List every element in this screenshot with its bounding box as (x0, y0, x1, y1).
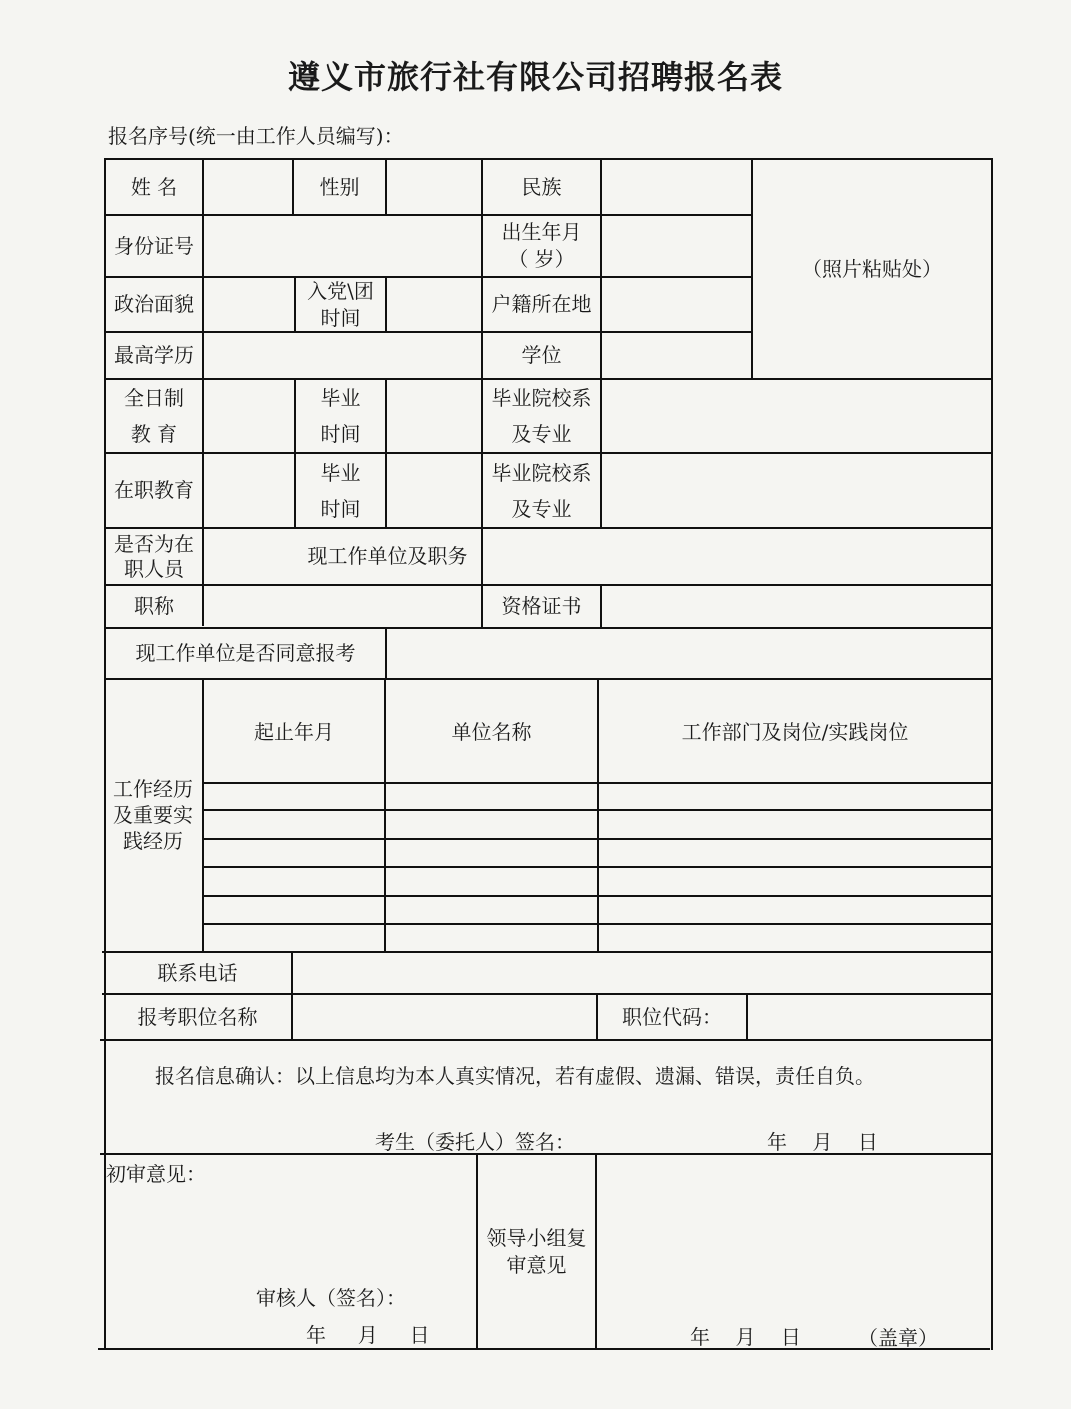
photo-placeholder: （照片粘贴处） (802, 256, 942, 281)
professional-title-field[interactable] (204, 586, 481, 627)
header-department-post: 工作部门及岗位/实践岗位 (681, 719, 909, 744)
row-divider (202, 838, 991, 840)
political-status-field[interactable] (204, 278, 294, 331)
label-is-employed: 是否为在 职人员 (114, 531, 194, 581)
label-name: 姓 名 (130, 174, 178, 199)
header-unit-name: 单位名称 (451, 719, 532, 744)
label-leader-review: 领导小组复 审意见 (486, 1226, 587, 1277)
label-id-number: 身份证号 (114, 233, 194, 258)
row-divider (202, 782, 991, 784)
inservice-school-major-field[interactable] (602, 454, 991, 527)
label-household-registration: 户籍所在地 (491, 292, 592, 316)
label-inservice-education: 在职教育 (114, 478, 194, 502)
label-birth-date: 出生年月 （ 岁） (501, 220, 582, 271)
is-employed-field[interactable] (204, 529, 294, 584)
row-divider (104, 678, 991, 680)
label-qualification-certificate: 资格证书 (501, 594, 582, 618)
name-field[interactable] (204, 160, 292, 214)
employer-consent-field[interactable] (387, 629, 991, 678)
ethnicity-field[interactable] (602, 160, 751, 214)
form-title: 遵义市旅行社有限公司招聘报名表 (287, 58, 783, 96)
label-employer-consent: 现工作单位是否同意报考 (135, 641, 356, 665)
label-initial-review: 初审意见： (106, 1162, 206, 1186)
label-ethnicity: 民族 (521, 174, 562, 199)
label-work-history: 工作经历 及重要实 践经历 (113, 777, 193, 853)
id-number-field[interactable] (204, 216, 481, 276)
label-reviewer-signature: 审核人（签名）： (256, 1286, 406, 1310)
inservice-education-field[interactable] (204, 454, 294, 527)
row-divider (202, 895, 991, 897)
label-graduation-time-2: 毕业 时间 (320, 460, 361, 521)
current-unit-field[interactable] (483, 529, 991, 584)
confirmation-statement: 报名信息确认：以上信息均为本人真实情况，若有虚假、遗漏、错误，责任自负。 (155, 1064, 875, 1088)
seal-label: （盖章） (858, 1326, 938, 1350)
row-divider (202, 809, 991, 811)
label-current-unit-position: 现工作单位及职务 (307, 544, 468, 568)
label-phone: 联系电话 (157, 960, 238, 985)
label-political-status: 政治面貌 (114, 292, 194, 316)
label-party-join-time: 入党\团 时间 (307, 278, 374, 330)
row-divider (202, 866, 991, 868)
label-gender: 性别 (319, 174, 360, 199)
label-fulltime-education: 全日制 教 育 (124, 386, 184, 446)
degree-field[interactable] (602, 333, 751, 378)
fulltime-grad-time-field[interactable] (387, 380, 481, 452)
row-divider (100, 1039, 991, 1041)
label-school-major-2: 毕业院校系 及专业 (491, 460, 592, 521)
final-review-date: 年 月 日 (690, 1325, 801, 1349)
label-school-major: 毕业院校系 及专业 (491, 386, 592, 446)
label-professional-title: 职称 (134, 594, 174, 618)
label-candidate-signature: 考生（委托人）签名： (375, 1130, 575, 1154)
position-name-field[interactable] (293, 995, 596, 1039)
label-highest-education: 最高学历 (114, 343, 194, 367)
label-graduation-time: 毕业 时间 (320, 386, 361, 446)
fulltime-school-major-field[interactable] (602, 380, 991, 452)
fulltime-education-field[interactable] (204, 380, 294, 452)
phone-field[interactable] (293, 953, 991, 993)
label-degree: 学位 (521, 343, 562, 367)
label-position-name: 报考职位名称 (137, 1004, 258, 1029)
initial-review-date: 年 月 日 (306, 1323, 430, 1347)
table-border (991, 158, 993, 1350)
highest-education-field[interactable] (204, 333, 481, 378)
label-position-code: 职位代码： (622, 1004, 722, 1029)
candidate-sign-date: 年 月 日 (767, 1130, 878, 1154)
party-join-time-field[interactable] (387, 278, 481, 331)
initial-review-field[interactable] (102, 1180, 476, 1275)
certificate-field[interactable] (602, 586, 991, 627)
header-period: 起止年月 (254, 719, 334, 744)
gender-field[interactable] (387, 160, 481, 214)
serial-number-label: 报名序号(统一由工作人员编写)： (108, 124, 404, 148)
row-divider (202, 923, 991, 925)
inservice-grad-time-field[interactable] (387, 454, 481, 527)
position-code-field[interactable] (748, 995, 991, 1039)
household-field[interactable] (602, 278, 751, 331)
birth-date-field[interactable] (602, 216, 751, 276)
table-border (98, 1348, 990, 1350)
leader-review-field[interactable] (597, 1155, 991, 1315)
